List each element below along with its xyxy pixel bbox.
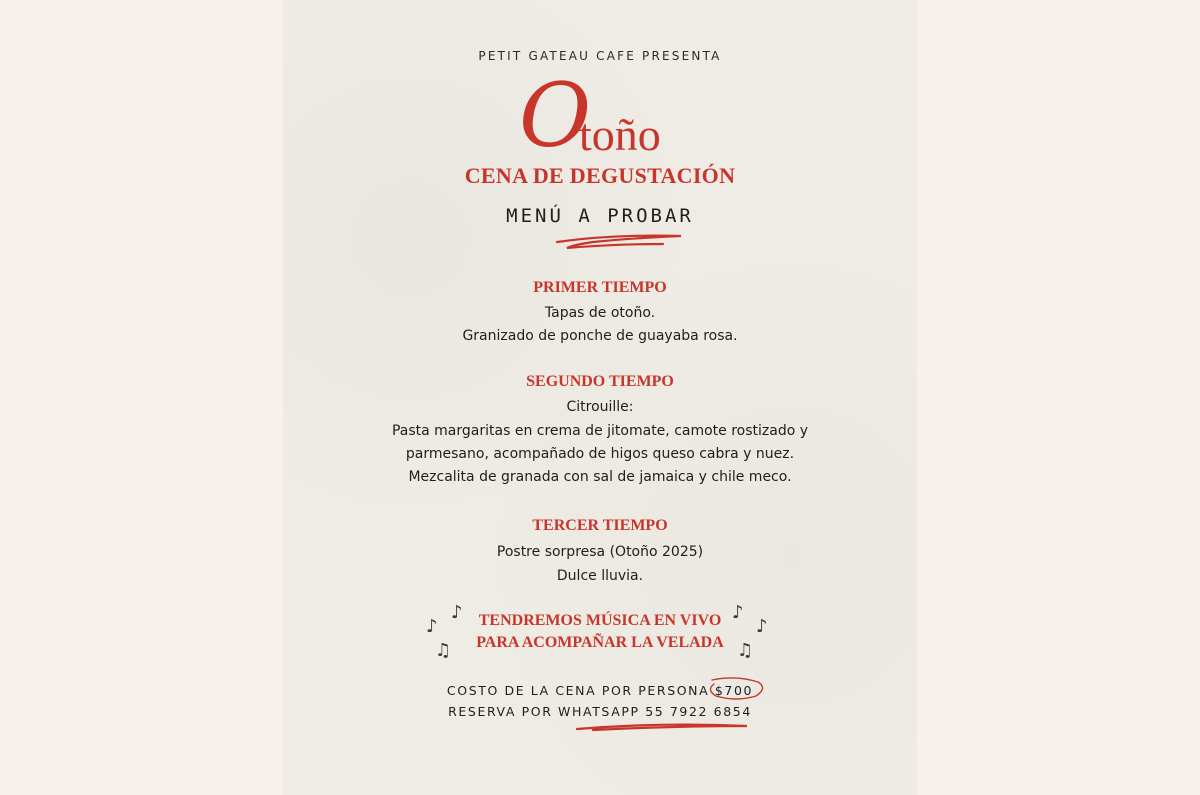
menu-underline-swoosh-icon <box>553 232 693 252</box>
section-segundo-title: SEGUNDO TIEMPO <box>526 373 674 390</box>
music-line-1: TENDREMOS MÚSICA EN VIVO <box>478 612 722 629</box>
costo-label: COSTO DE LA CENA POR PERSONA <box>446 683 710 698</box>
tercer-line-2: Dulce lluvia. <box>556 568 644 584</box>
music-note-icon: ♪ <box>426 616 438 637</box>
double-music-note-icon: ♫ <box>737 640 754 661</box>
primer-line-1: Tapas de otoño. <box>544 305 656 321</box>
section-primer-title: PRIMER TIEMPO <box>533 279 667 296</box>
primer-line-2: Granizado de ponche de guayaba rosa. <box>462 328 738 344</box>
segundo-line-3: parmesano, acompañado de higos queso cabra y nuez. <box>405 446 795 462</box>
segundo-line-1: Citrouille: <box>566 399 634 415</box>
segundo-line-4: Mezcalita de granada con sal de jamaica y chile meco. <box>408 469 792 485</box>
music-line-2: PARA ACOMPAÑAR LA VELADA <box>476 634 724 651</box>
title-rest: toño <box>579 109 661 160</box>
tercer-line-1: Postre sorpresa (Otoño 2025) <box>496 544 704 560</box>
subtitle-cena: CENA DE DEGUSTACIÓN <box>464 163 736 188</box>
segundo-line-2: Pasta margaritas en crema de jitomate, camote rostizado y <box>391 423 809 439</box>
music-note-icon: ♪ <box>451 602 463 623</box>
presenta-line: PETIT GATEAU CAFE PRESENTA <box>478 49 722 63</box>
menu-poster <box>283 0 917 795</box>
title-otono <box>283 64 917 167</box>
music-announcement <box>283 610 917 654</box>
reserva-line: RESERVA POR WHATSAPP 55 7922 6854 <box>448 704 752 719</box>
music-note-icon: ♪ <box>756 616 768 637</box>
music-note-icon: ♪ <box>732 602 744 623</box>
price: $700 <box>714 683 754 698</box>
footer-underline-swoosh-icon <box>573 718 753 734</box>
price-circle-icon <box>706 676 768 702</box>
menu-heading: MENÚ A PROBAR <box>506 205 694 227</box>
double-music-note-icon: ♫ <box>435 640 452 661</box>
title-initial: O <box>519 64 592 167</box>
costo-line <box>283 683 917 698</box>
section-tercer-title: TERCER TIEMPO <box>532 517 668 534</box>
